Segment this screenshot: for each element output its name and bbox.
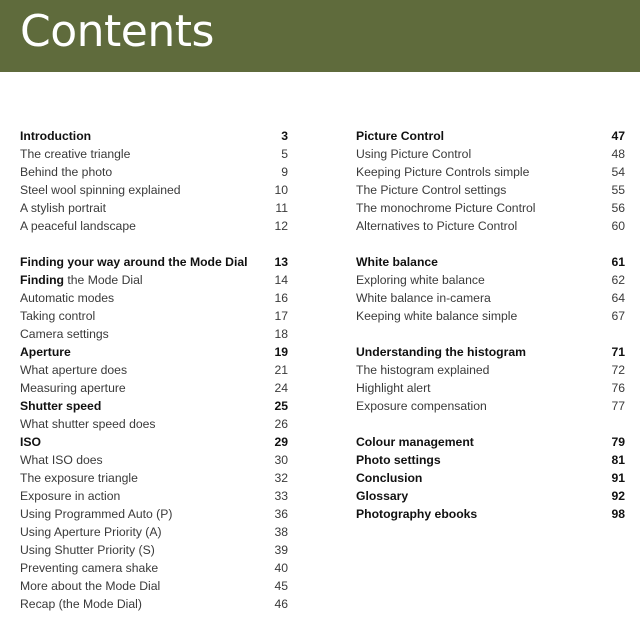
toc-entry-title: The exposure triangle: [20, 471, 138, 485]
toc-entry[interactable]: [20, 199, 288, 217]
toc-spacer: [356, 235, 625, 253]
toc-section-entry[interactable]: [356, 451, 625, 469]
toc-entry-title: Conclusion: [356, 471, 423, 485]
toc-page-number: 12: [274, 219, 288, 233]
toc-section-entry[interactable]: [20, 127, 288, 145]
toc-entry-title: Keeping white balance simple: [356, 309, 518, 323]
toc-entry[interactable]: [20, 325, 288, 343]
toc-entry-title: Automatic modes: [20, 291, 115, 305]
toc-entry-title: Exposure compensation: [356, 399, 487, 413]
toc-section-entry[interactable]: [356, 469, 625, 487]
toc-entry-title: White balance: [356, 255, 438, 269]
toc-page-number: 33: [274, 489, 288, 503]
toc-entry[interactable]: [356, 307, 625, 325]
toc-entry-title: Exploring white balance: [356, 273, 485, 287]
toc-page-number: 54: [611, 165, 625, 179]
toc-page-number: 47: [611, 129, 625, 143]
toc-page-number: 39: [274, 543, 288, 557]
toc-entry[interactable]: [20, 379, 288, 397]
toc-page-number: 38: [274, 525, 288, 539]
toc-entry-title: Behind the photo: [20, 165, 113, 179]
toc-page-number: 24: [274, 381, 288, 395]
toc-entry[interactable]: [20, 451, 288, 469]
toc-page-number: 55: [611, 183, 625, 197]
toc-entry-title: Measuring aperture: [20, 381, 126, 395]
toc-page-number: 10: [274, 183, 288, 197]
toc-entry-title-rest: the Mode Dial: [64, 273, 143, 287]
toc-entry-title: Using Programmed Auto (P): [20, 507, 173, 521]
toc-page-number: 14: [274, 273, 288, 287]
toc-entry-title: The monochrome Picture Control: [356, 201, 536, 215]
toc-page-number: 77: [611, 399, 625, 413]
toc-entry[interactable]: [20, 541, 288, 559]
toc-page-number: 45: [274, 579, 288, 593]
toc-entry-title: Keeping Picture Controls simple: [356, 165, 530, 179]
toc-page-number: 18: [274, 327, 288, 341]
toc-page-number: 29: [274, 435, 288, 449]
toc-page-number: 81: [611, 453, 625, 467]
toc-entry[interactable]: [356, 199, 625, 217]
toc-section-entry[interactable]: [356, 253, 625, 271]
toc-entry-title: What ISO does: [20, 453, 103, 467]
toc-entry-title: Using Shutter Priority (S): [20, 543, 155, 557]
toc-page-number: 72: [611, 363, 625, 377]
toc-page-number: 36: [274, 507, 288, 521]
toc-entry-title: The creative triangle: [20, 147, 131, 161]
toc-entry-title: What shutter speed does: [20, 417, 156, 431]
toc-entry[interactable]: [20, 145, 288, 163]
toc-entry-title: Introduction: [20, 129, 92, 143]
toc-entry-title: Preventing camera shake: [20, 561, 159, 575]
toc-page-number: 16: [274, 291, 288, 305]
toc-section-entry[interactable]: [20, 343, 288, 361]
toc-entry-title: Steel wool spinning explained: [20, 183, 181, 197]
toc-entry[interactable]: [20, 415, 288, 433]
toc-entry-title: ISO: [20, 435, 41, 449]
toc-spacer: [20, 235, 288, 253]
toc-page-number: 11: [275, 201, 288, 215]
toc-page-number: 30: [274, 453, 288, 467]
toc-entry-title: Exposure in action: [20, 489, 121, 503]
toc-entry-title: Colour management: [356, 435, 474, 449]
toc-entry[interactable]: [356, 397, 625, 415]
toc-page-number: 64: [611, 291, 625, 305]
toc-entry[interactable]: [356, 181, 625, 199]
toc-page-number: 92: [611, 489, 625, 503]
toc-section-entry[interactable]: [356, 505, 625, 523]
toc-entry-title: Using Aperture Priority (A): [20, 525, 162, 539]
toc-entry-title: Highlight alert: [356, 381, 431, 395]
toc-page-number: 48: [611, 147, 625, 161]
toc-entry[interactable]: [20, 361, 288, 379]
toc-entry[interactable]: [20, 289, 288, 307]
toc-spacer: [356, 415, 625, 433]
header-banner: [0, 0, 640, 72]
toc-entry[interactable]: [20, 487, 288, 505]
toc-right-column: [356, 127, 625, 523]
toc-entry-title: The histogram explained: [356, 363, 490, 377]
toc-entry[interactable]: [20, 217, 288, 235]
toc-entry-title: The Picture Control settings: [356, 183, 507, 197]
toc-page-number: 61: [611, 255, 625, 269]
toc-entry-title: Alternatives to Picture Control: [356, 219, 518, 233]
toc-entry-title: More about the Mode Dial: [20, 579, 161, 593]
toc-page-number: 21: [274, 363, 288, 377]
toc-entry[interactable]: [20, 307, 288, 325]
toc-page-number: 98: [611, 507, 625, 521]
toc-entry-title: A stylish portrait: [20, 201, 107, 215]
toc-page-number: 60: [611, 219, 625, 233]
toc-page-number: 13: [274, 255, 288, 269]
toc-section-entry[interactable]: [356, 343, 625, 361]
toc-entry[interactable]: [356, 271, 625, 289]
toc-entry[interactable]: [20, 469, 288, 487]
toc-entry[interactable]: [356, 379, 625, 397]
page-title: Contents: [20, 6, 214, 57]
toc-entry-title: Photo settings: [356, 453, 441, 467]
toc-entry[interactable]: [20, 559, 288, 577]
toc-entry-title: Taking control: [20, 309, 96, 323]
toc-entry-title: Finding your way around the Mode Dial: [20, 255, 248, 269]
toc-page-number: 3: [281, 129, 288, 143]
toc-entry[interactable]: [20, 577, 288, 595]
toc-entry[interactable]: [356, 163, 625, 181]
toc-section-entry[interactable]: [356, 127, 625, 145]
toc-entry[interactable]: [20, 523, 288, 541]
toc-entry-title: What aperture does: [20, 363, 128, 377]
toc-entry-title: Picture Control: [356, 129, 445, 143]
toc-section-entry[interactable]: [20, 433, 288, 451]
toc-entry-title: Aperture: [20, 345, 71, 359]
toc-page-number: 19: [274, 345, 288, 359]
toc-entry-title: Photography ebooks: [356, 507, 478, 521]
toc-entry-title: Using Picture Control: [356, 147, 472, 161]
toc-entry[interactable]: [356, 361, 625, 379]
toc-page-number: 46: [274, 597, 288, 611]
toc-entry-title: Understanding the histogram: [356, 345, 526, 359]
toc-page-number: 40: [274, 561, 288, 575]
toc-page-number: 71: [611, 345, 625, 359]
toc-page-number: 5: [281, 147, 288, 161]
toc-page-number: 26: [274, 417, 288, 431]
toc-entry-title-emphasis: Finding: [20, 273, 64, 287]
toc-section-entry[interactable]: [20, 397, 288, 415]
toc-page-number: 32: [274, 471, 288, 485]
toc-page-number: 76: [611, 381, 625, 395]
toc-page-number: 91: [611, 471, 625, 485]
toc-page-number: 17: [274, 309, 288, 323]
toc-entry[interactable]: [356, 289, 625, 307]
toc-entry[interactable]: [20, 271, 288, 289]
toc-left-column: [20, 127, 288, 613]
toc-section-entry[interactable]: [20, 253, 288, 271]
toc-page-number: 67: [611, 309, 625, 323]
toc-entry[interactable]: [20, 505, 288, 523]
toc-entry[interactable]: [356, 145, 625, 163]
toc-page-number: 9: [281, 165, 288, 179]
toc-entry[interactable]: [20, 595, 288, 613]
toc-entry-title: [20, 271, 143, 289]
toc-page-number: 62: [611, 273, 625, 287]
toc-section-entry[interactable]: [356, 433, 625, 451]
toc-page-number: 25: [274, 399, 288, 413]
toc-entry-title: Camera settings: [20, 327, 109, 341]
toc-entry[interactable]: [20, 163, 288, 181]
toc-page-number: 56: [611, 201, 625, 215]
toc-page-number: 79: [611, 435, 625, 449]
toc-entry[interactable]: [356, 217, 625, 235]
toc-entry-title: Glossary: [356, 489, 409, 503]
toc-entry-title: White balance in-camera: [356, 291, 491, 305]
toc-entry[interactable]: [20, 181, 288, 199]
toc-entry-title: A peaceful landscape: [20, 219, 136, 233]
toc-spacer: [356, 325, 625, 343]
toc-section-entry[interactable]: [356, 487, 625, 505]
toc-entry-title: Recap (the Mode Dial): [20, 597, 142, 611]
toc-entry-title: Shutter speed: [20, 399, 102, 413]
